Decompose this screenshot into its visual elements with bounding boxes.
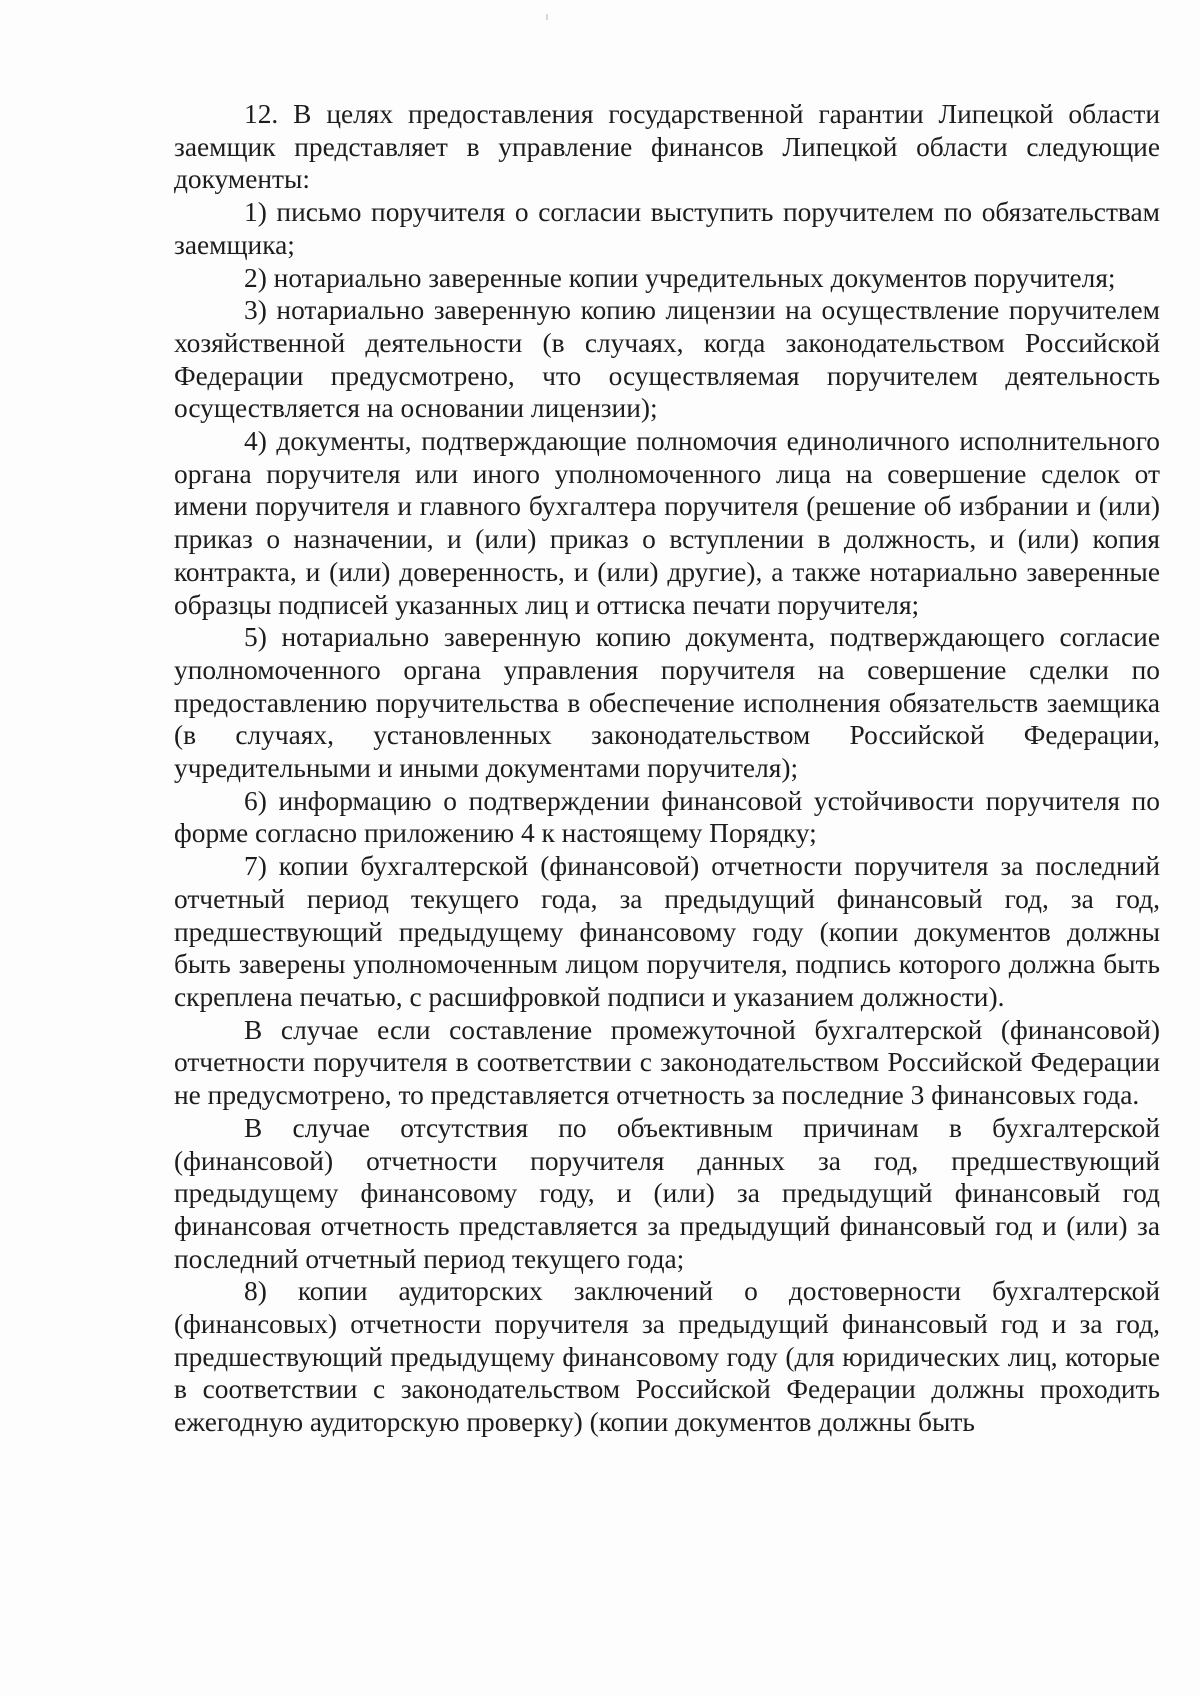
list-item-5: 5) нотариально заверенную копию документа, подтверждающего согласие уполномоченного органа управления поручителя на совершение сделки по предоставлению поручительства в обеспечение исполнения обязательств заемщика (в случаях, установленных законодательством Российской Федерации, учредительными и иными документами поручителя); <box>174 622 1160 784</box>
document-body <box>174 98 1160 1439</box>
list-item-8: 8) копии аудиторских заключений о достоверности бухгалтерской (финансовых) отчетности поручителя за предыдущий финансовый год и за год, предшествующий предыдущему финансовому году (для юридических лиц, которые в соответствии с законодательством Российской Федерации должны проходить ежегодную аудиторскую проверку) (копии документов должны быть <box>174 1276 1160 1438</box>
paragraph-missing-data: В случае отсутствия по объективным причинам в бухгалтерской (финансовой) отчетности поручителя данных за год, предшествующий предыдущему финансовому году, и (или) за предыдущий финансовый год финансовая отчетность представляется за предыдущий финансовый год и (или) за последний отчетный период текущего года; <box>174 1112 1160 1274</box>
list-item-7: 7) копии бухгалтерской (финансовой) отчетности поручителя за последний отчетный период текущего года, за предыдущий финансовый год, за год, предшествующий предыдущему финансовому году (копии документов должны быть заверены уполномоченным лицом поручителя, подпись которого должна быть скреплена печатью, с расшифровкой подписи и указанием должности). <box>174 851 1160 1012</box>
list-item-6: 6) информацию о подтверждении финансовой устойчивости поручителя по форме согласно приложению 4 к настоящему Порядку; <box>174 785 1160 849</box>
list-item-3: 3) нотариально заверенную копию лицензии на осуществление поручителем хозяйственной деятельности (в случаях, когда законодательством Российской Федерации предусмотрено, что осуществляемая поручителем деятельность осуществляется на основании лицензии); <box>174 295 1160 424</box>
list-item-2: 2) нотариально заверенные копии учредительных документов поручителя; <box>244 262 1116 293</box>
paragraph-interim-reporting: В случае если составление промежуточной бухгалтерской (финансовой) отчетности поручителя в соответствии с законодательством Российской Федерации не предусмотрено, то представляется отчетность за последние 3 финансовых года. <box>174 1014 1160 1111</box>
paragraph-12-intro: 12. В целях предоставления государственной гарантии Липецкой области заемщик представляет в управление финансов Липецкой области следующие документы: <box>174 99 1160 195</box>
list-item-1: 1) письмо поручителя о согласии выступить поручителем по обязательствам заемщика; <box>174 197 1160 260</box>
scan-mark <box>546 14 548 20</box>
list-item-4: 4) документы, подтверждающие полномочия единоличного исполнительного органа поручителя или иного уполномоченного лица на совершение сделок от имени поручителя и главного бухгалтера поручителя (решение об избрании и (или) приказ о назначении, и (или) приказ о вступлении в должность, и (или) копия контракта, и (или) доверенность, и (или) другие), а также нотариально заверенные образцы подписей указанных лиц и оттиска печати поручителя; <box>174 426 1160 620</box>
